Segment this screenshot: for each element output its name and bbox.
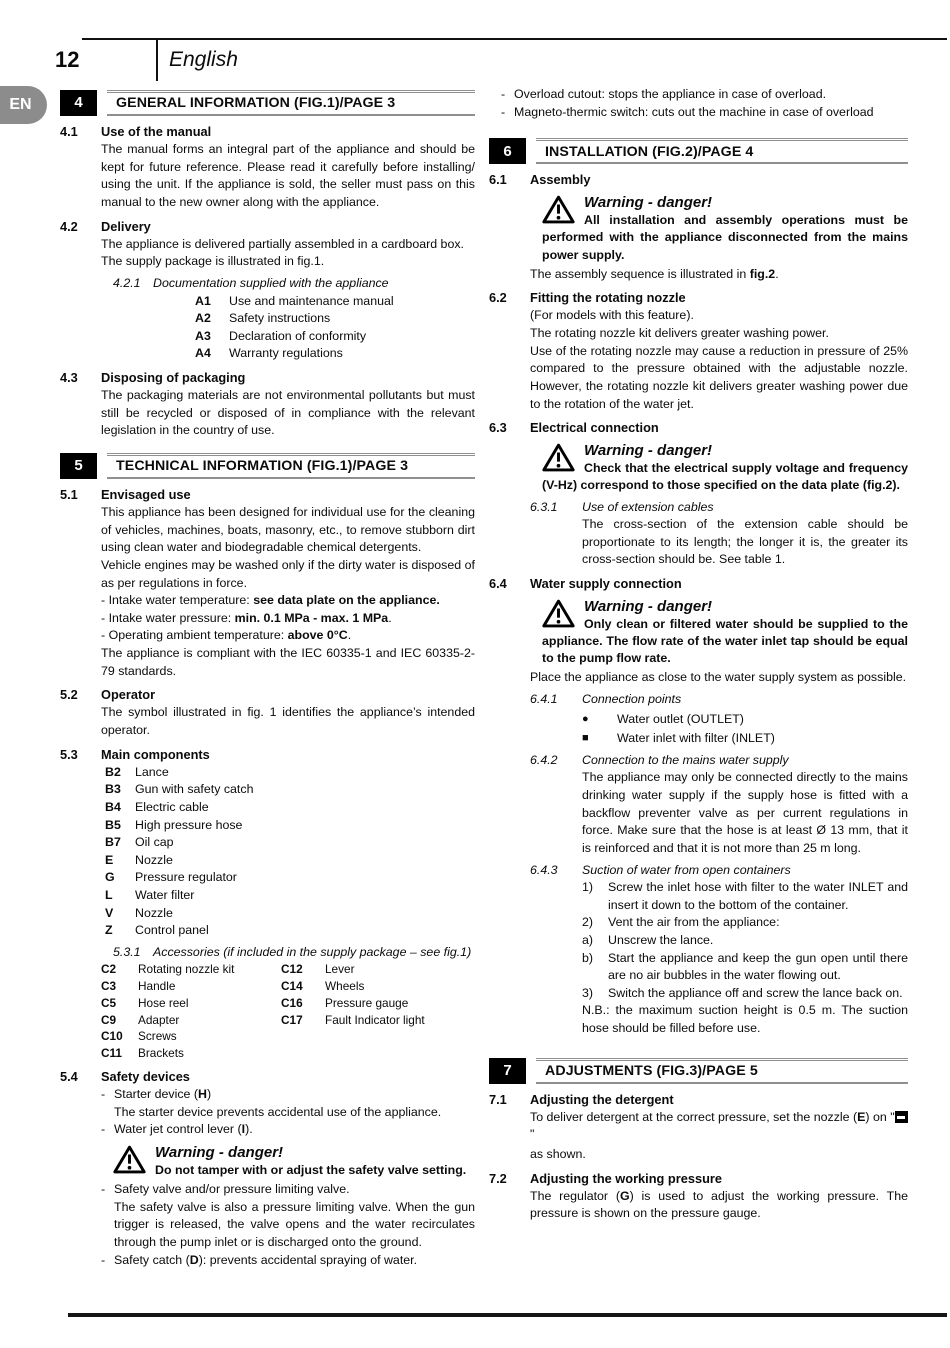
paragraph: The assembly sequence is illustrated in fig.2. [530,266,779,281]
warning-block [113,1142,475,1179]
accessory-row [101,1028,475,1045]
component-code: B2 [105,764,121,779]
connection-label: Water inlet with filter (INLET) [617,731,775,746]
subsection-5-4 [60,1068,475,1269]
paragraph: The appliance is compliant with the IEC 60335-1 and IEC 60335-2-79 standards. [101,646,475,678]
subsubsection-title: Accessories (if included in the supply package – see fig.1) [153,944,472,959]
step-text: Screw the inlet hose with filter to the water INLET and insert it down to the bottom of the container. [608,880,908,912]
list-item [195,328,475,346]
item-label: Declaration of conformity [229,328,367,343]
subsection-number: 5.2 [60,687,78,703]
step-text: Unscrew the lance. [608,932,714,947]
accessory-label: Rotating nozzle kit [138,962,235,977]
subsection-title: Fitting the rotating nozzle [530,290,686,306]
accessory-label: Adapter [138,1012,180,1027]
section-number: 4 [60,90,97,116]
subsubsection-title: Suction of water from open containers [582,862,791,877]
step-label: 2) [582,915,594,930]
warning-title: Warning - danger! [584,194,713,212]
step-text: Switch the appliance off and screw the lance back on. [608,985,903,1000]
subsubsection-4-2-1 [113,275,475,363]
component-code: E [105,852,114,867]
component-code: V [105,905,114,920]
subsection-title: Safety devices [101,1068,190,1084]
subsection-number: 4.1 [60,124,78,139]
paragraph: Use of the rotating nozzle may cause a reduction in pressure of 25% compared to the pressure obtained with the adjustable nozzle. However, the rotating nozzle kit delivers greater washing power due to the rotation of the water jet. [530,343,908,411]
warning-icon [542,195,575,225]
component-label: Gun with safety catch [135,782,254,797]
note-text: N.B.: the maximum suction height is 0.5 m. The suction hose should be filled before use. [582,1003,908,1035]
subsection-7-2 [489,1170,908,1223]
subsection-title: Adjusting the working pressure [530,1170,722,1186]
subsection-5-3 [60,746,475,1062]
subsubsection-6-4-2 [530,752,908,858]
dash-item: - Overload cutout: stops the appliance in case of overload. [501,87,827,101]
header-divider [156,40,158,81]
component-code: B3 [105,782,121,797]
language-title: English [169,48,238,71]
paragraph: as shown. [530,1146,586,1161]
component-label: High pressure hose [135,817,243,832]
item-label: Safety instructions [229,311,331,326]
accessory-label: Wheels [325,979,365,994]
component-row [105,799,475,817]
subsection-title: Operator [101,687,156,703]
component-label: Lance [135,764,169,779]
subsection-title: Main components [101,746,210,762]
step-text: Vent the air from the appliance: [608,915,780,930]
subsection-number: 5.4 [60,1068,78,1084]
component-code: B5 [105,817,121,832]
paragraph: The manual forms an integral part of the appliance and should be kept for future reference. Please read it carefully before installing/ using the unit. If the appliance is sold, the seller must pass on this manual to the new owner along with the appliance. [101,142,475,209]
subsubsection-number: 6.4.2 [530,752,558,767]
section-title: ADJUSTMENTS (FIG.3)/PAGE 5 [536,1058,908,1084]
paragraph: The appliance may only be connected directly to the mains drinking water supply if the supply hose is fitted with a backflow preventer valve as per current regulations in force. Make sure that the hose is at least Ø 13 mm, that it is reinforced and that it is not more than 25 m long. [582,770,908,855]
connection-label: Water outlet (OUTLET) [617,711,744,726]
subsubsection-number: 6.4.1 [530,692,558,707]
subsection-title: Disposing of packaging [101,370,246,386]
subsection-6-2 [489,289,908,413]
accessory-row [101,978,475,995]
paragraph: This appliance has been designed for individual use for the cleaning of vehicles, machines, boats, masonry, etc., to remove stubborn dirt using clean water and biodegradable chemical detergents. [101,505,475,555]
section-header-6 [489,138,908,164]
accessory-label: Brackets [138,1046,184,1061]
warning-block [542,596,908,667]
footer-rule [68,1313,947,1317]
subsection-number: 4.3 [60,370,78,386]
list-item [195,310,475,328]
subsection-number: 5.3 [60,746,78,762]
accessory-label: Pressure gauge [325,995,409,1010]
component-row [105,764,475,782]
component-row [105,922,475,940]
subsection-number: 4.2 [60,218,78,234]
subsubsection-title: Connection to the mains water supply [582,752,789,767]
component-label: Nozzle [135,852,173,867]
subsection-number: 6.2 [489,290,507,306]
page-body [60,84,908,1269]
accessory-row [101,961,475,978]
step-label: a) [582,932,594,947]
connection-point [582,730,908,748]
step [582,914,908,932]
component-label: Nozzle [135,905,173,920]
accessories-table [101,961,475,1062]
item-label: Warranty regulations [229,346,343,361]
item-code: A2 [195,311,211,326]
section-title: INSTALLATION (FIG.2)/PAGE 4 [536,138,908,164]
accessory-row [101,1012,475,1029]
subsubsection-6-4-3 [530,862,908,1038]
step [582,932,908,950]
overflow-bullets [501,86,908,121]
item-label: Use and maintenance manual [229,293,394,308]
component-row [105,781,475,799]
subsection-7-1 [489,1091,908,1164]
component-row [105,905,475,923]
header-rule [82,38,947,40]
accessory-label: Lever [325,962,355,977]
section-header-5 [60,453,475,479]
subsection-6-4 [489,575,908,1038]
component-code: B4 [105,800,121,814]
procedure-steps [582,879,908,1002]
component-label: Pressure regulator [135,870,237,885]
step [582,879,908,914]
dash-item: - Safety valve and/or pressure limiting valve. [101,1182,350,1197]
step [582,985,908,1003]
subsubsection-title: Documentation supplied with the appliance [153,275,389,290]
nozzle-detergent-setting-icon [895,1111,908,1123]
spec-line: - Intake water temperature: see data plate on the appliance. [101,593,440,608]
warning-icon [113,1145,146,1175]
accessory-code: C10 [101,1029,123,1044]
component-code: G [105,870,115,885]
accessory-label: Handle [138,979,176,994]
component-row [105,852,475,870]
paragraph: The cross-section of the extension cable should be proportionate to its length; the longer it is, the greater its cross-section should be. See table 1. [582,517,908,567]
right-column [489,84,908,1269]
accessory-row [101,1045,475,1062]
step [582,950,908,985]
step-label: b) [582,950,594,965]
spec-line: - Operating ambient temperature: above 0°C. [101,628,352,643]
accessory-row [101,995,475,1012]
accessory-label: Hose reel [138,995,189,1010]
subsection-6-1 [489,171,908,283]
component-code: Z [105,923,113,938]
warning-title: Warning - danger! [584,442,713,460]
item-code: A4 [195,346,211,361]
subsection-number: 6.1 [489,172,507,188]
warning-text: Do not tamper with or adjust the safety valve setting. [155,1162,467,1177]
section-title: GENERAL INFORMATION (FIG.1)/PAGE 3 [107,90,475,116]
component-label: Oil cap [135,835,174,850]
subsection-title: Delivery [101,218,151,234]
component-row [105,869,475,887]
warning-text: Only clean or filtered water should be supplied to the appliance. The flow rate of the water inlet tap should be equal to the pump flow rate. [542,617,908,666]
subsection-4-2 [60,218,475,363]
accessory-code: C9 [101,1012,117,1027]
accessory-code: C11 [101,1046,122,1061]
section-number: 6 [489,138,526,164]
square-marker-icon: ■ [582,732,589,745]
subsection-number: 6.4 [489,575,507,591]
warning-title: Warning - danger! [155,1143,284,1161]
documentation-list [195,293,475,363]
subsubsection-number: 6.3.1 [530,499,558,514]
subsection-title: Water supply connection [530,575,682,591]
warning-icon [542,443,575,473]
warning-text: All installation and assembly operations must be performed with the appliance disconnected from the mains power supply. [542,213,908,262]
paragraph: The symbol illustrated in fig. 1 identifies the appliance’s intended operator. [101,705,475,738]
accessory-code: C3 [101,979,117,994]
components-list [105,764,475,940]
subsection-title: Electrical connection [530,420,659,436]
subsubsection-number: 4.2.1 [113,275,141,290]
step-text: Start the appliance and keep the gun open until there are no air bubbles in the water flowing out. [608,950,908,983]
paragraph: The packaging materials are not environmental pollutants but must still be recycled or disposed of in compliance with the relevant legislation in the country of use. [101,388,475,438]
subsubsection-6-3-1 [530,499,908,569]
subsection-title: Envisaged use [101,487,191,502]
warning-icon [542,599,575,629]
component-code: B7 [105,835,121,850]
accessory-code: C17 [281,1012,303,1027]
component-row [105,834,475,852]
warning-block [542,192,908,263]
accessory-code: C14 [281,979,303,994]
paragraph: The rotating nozzle kit delivers greater washing power. [530,326,829,341]
dash-item: - Water jet control lever (I). [101,1122,253,1137]
subsection-5-2 [60,686,475,739]
section-title: TECHNICAL INFORMATION (FIG.1)/PAGE 3 [107,453,475,479]
page-number: 12 [55,47,80,72]
subsubsection-5-3-1 [113,944,475,962]
subsection-4-3 [60,369,475,440]
subsubsection-title: Use of extension cables [582,499,714,514]
dash-item: - Starter device (H) [101,1087,212,1102]
spec-line: - Intake water pressure: min. 0.1 MPa - max. 1 MPa. [101,610,392,625]
section-header-7 [489,1058,908,1084]
component-label: Water filter [135,888,195,903]
subsection-4-1 [60,123,475,212]
paragraph: The appliance is delivered partially assembled in a cardboard box. [101,236,464,251]
left-column [60,84,475,1269]
subsection-title: Use of the manual [101,124,212,139]
subsection-number: 5.1 [60,487,78,502]
accessory-code: C2 [101,962,117,977]
component-label: Electric cable [135,800,209,814]
list-item [195,345,475,363]
paragraph: The supply package is illustrated in fig.1. [101,254,325,269]
subsection-number: 6.3 [489,420,507,436]
paragraph: Vehicle engines may be washed only if the dirty water is disposed of as per regulations in force. [101,557,475,590]
item-code: A3 [195,328,211,343]
step-label: 1) [582,880,594,895]
paragraph: The regulator (G) is used to adjust the working pressure. The pressure is shown on the pressure gauge. [530,1188,908,1221]
subsection-6-3 [489,419,908,569]
subsection-title: Assembly [530,172,591,188]
subsubsection-title: Connection points [582,692,682,707]
step-label: 3) [582,985,594,1000]
accessory-code: C12 [281,962,303,977]
paragraph: The safety valve is also a pressure limiting valve. When the gun trigger is released, the valve opens and the water recirculates through the pump inlet or is discharged onto the ground. [114,1199,475,1249]
connection-point [582,711,908,729]
paragraph: Place the appliance as close to the water supply system as possible. [530,670,907,685]
language-badge: EN [0,86,47,124]
subsection-number: 7.2 [489,1170,507,1186]
subsection-number: 7.1 [489,1091,507,1107]
accessory-code: C16 [281,995,303,1010]
circle-marker-icon: ● [582,712,589,725]
subsubsection-6-4-1 [530,691,908,748]
paragraph: (For models with this feature). [530,308,694,323]
component-label: Control panel [135,923,209,938]
item-code: A1 [195,293,211,308]
dash-item: - Magneto-thermic switch: cuts out the machine in case of overload [501,104,874,119]
warning-title: Warning - danger! [584,598,713,616]
warning-block [542,440,908,494]
section-number: 7 [489,1058,526,1084]
accessory-label: Fault Indicator light [325,1012,425,1027]
paragraph: The starter device prevents accidental use of the appliance. [114,1104,442,1119]
warning-text: Check that the electrical supply voltage and frequency (V-Hz) correspond to those specified on the data plate (fig.2). [542,461,908,493]
component-row [105,817,475,835]
subsubsection-number: 6.4.3 [530,862,558,877]
component-code: L [105,888,113,903]
subsubsection-number: 5.3.1 [113,944,141,959]
accessory-label: Screws [138,1029,177,1044]
accessory-code: C5 [101,995,117,1010]
paragraph: To deliver detergent at the correct pressure, set the nozzle (E) on " " [530,1109,908,1144]
subsection-title: Adjusting the detergent [530,1091,674,1107]
component-row [105,887,475,905]
subsection-5-1 [60,486,475,680]
section-number: 5 [60,453,97,479]
section-header-4 [60,90,475,116]
dash-item: - Safety catch (D): prevents accidental spraying of water. [101,1252,418,1267]
list-item [195,293,475,311]
